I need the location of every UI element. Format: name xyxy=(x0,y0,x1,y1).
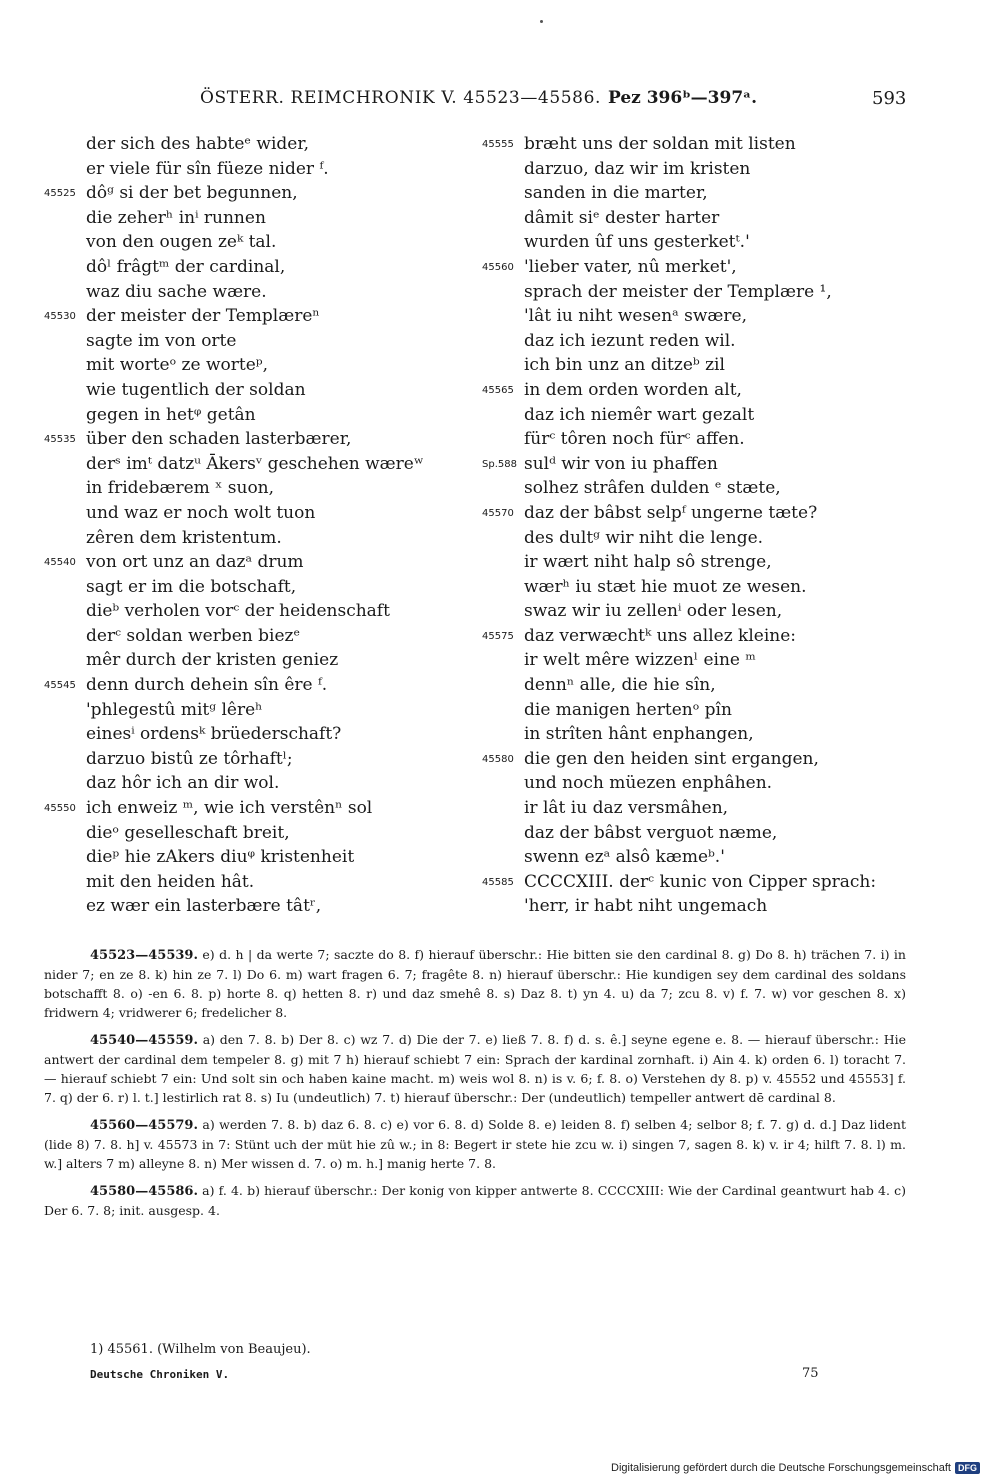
line-number: 45560 xyxy=(482,261,514,273)
signature-number: 75 xyxy=(802,1366,819,1381)
line-number: 45550 xyxy=(44,803,76,815)
verse-line xyxy=(44,157,484,182)
credit-text: Digitalisierung gefördert durch die Deutsche Forschungsgemeinschaft xyxy=(611,1462,951,1474)
verse-text: ir wært niht halp sô strenge, xyxy=(524,552,772,573)
verse-text: er viele für sîn füeze nider ᶠ. xyxy=(86,158,329,179)
verse-line xyxy=(482,353,922,378)
verse-line xyxy=(482,427,922,452)
verse-text: swaz wir iu zellenⁱ oder lesen, xyxy=(524,601,783,622)
verse-line xyxy=(482,722,922,747)
verse-line xyxy=(482,648,922,673)
apparatus-range: 45540—45559. xyxy=(90,1033,198,1048)
verse-line xyxy=(482,821,922,846)
verse-line xyxy=(482,403,922,428)
verse-text: mêr durch der kristen geniez xyxy=(86,650,339,671)
pez-reference: Pez 396ᵇ—397ᵃ. xyxy=(608,88,757,108)
verse-text: von den ougen zeᵏ tal. xyxy=(86,232,277,253)
verse-text: daz der bâbst verguot næme, xyxy=(524,822,778,843)
apparatus-text: a) den 7. 8. b) Der 8. c) wz 7. d) Die der 7. e) ließ 7. 8. f) d. s. ê.] seyne egene e. 8. — hierauf überschr.: Hie antwert der cardinal dem tempeler 8. g) mit 7 h) hierauf schiebt 7 ein: Sprach der kardinal zornhaft. i) Ain 4. k) orden 6. l) toracht 7. — hierauf schiebt 7 ein: Und solt sin och haben kaine macht. m) weis wol 8. n) is v. 6; f. 8. o) Verstehen dy 8. p) v. 45552 und 45553] f. 7. q) der 6. r) l. t.] lestirlich rat 8. s) Iu (undeutlich) 7. t) hierauf überschr.: Der (undeutlich) tempeller antwert dē cardinal 8. xyxy=(44,1032,906,1105)
verse-text: und noch müezen enphâhen. xyxy=(524,773,773,794)
verse-text: mit den heiden hât. xyxy=(86,871,255,892)
verse-text: wie tugentlich der soldan xyxy=(86,379,306,400)
verse-line xyxy=(44,550,484,575)
verse-text: daz hôr ich an dir wol. xyxy=(86,773,280,794)
line-number: 45525 xyxy=(44,188,76,200)
verse-line xyxy=(482,501,922,526)
verse-line xyxy=(44,304,484,329)
digitization-credit xyxy=(611,1462,980,1474)
variant-apparatus xyxy=(44,945,906,1228)
verse-line xyxy=(482,329,922,354)
verse-line xyxy=(44,648,484,673)
verse-text: dôˡ frâgtᵐ der cardinal, xyxy=(86,256,286,277)
verse-line xyxy=(44,181,484,206)
verse-text: swenn ezᵃ alsô kæmeᵇ.' xyxy=(524,847,725,868)
line-number: 45585 xyxy=(482,876,514,888)
verse-text: darzuo, daz wir im kristen xyxy=(524,158,751,179)
verse-line xyxy=(44,894,484,919)
apparatus-block xyxy=(44,945,906,1022)
verse-line xyxy=(44,452,484,477)
verse-line xyxy=(482,304,922,329)
verse-text: ich enweiz ᵐ, wie ich verstênⁿ sol xyxy=(86,798,373,819)
verse-text: die manigen hertenᵒ pîn xyxy=(524,699,732,720)
verse-text: dâmit siᵉ dester harter xyxy=(524,207,720,228)
line-number: 45580 xyxy=(482,753,514,765)
verse-text: des dultᵍ wir niht die lenge. xyxy=(524,527,764,548)
apparatus-block xyxy=(44,1181,906,1220)
running-header xyxy=(0,88,1000,112)
verse-line xyxy=(482,230,922,255)
verse-text: daz der bâbst selpᶠ ungerne tæte? xyxy=(524,502,818,523)
line-number: 45535 xyxy=(44,434,76,446)
verse-text: derᶜ soldan werben biezᵉ xyxy=(86,625,301,646)
verse-text: 'lieber vater, nû merket', xyxy=(524,256,737,277)
verse-line xyxy=(44,476,484,501)
verse-text: wurden ûf uns gesterketᵗ.' xyxy=(524,232,750,253)
verse-line xyxy=(482,206,922,231)
verse-text: dieᵒ geselleschaft breit, xyxy=(86,822,290,843)
line-number: 45555 xyxy=(482,139,514,150)
verse-text: in fridebærem ˣ suon, xyxy=(86,478,275,499)
verse-text: in strîten hânt enphangen, xyxy=(524,724,754,745)
verse-text: von ort unz an dazᵃ drum xyxy=(86,552,304,573)
verse-line xyxy=(482,771,922,796)
verse-line xyxy=(44,845,484,870)
verse-line xyxy=(482,624,922,649)
verse-text: CCCCXIII. derᶜ kunic von Cipper sprach: xyxy=(524,871,877,892)
verse-text: fürᶜ tôren noch fürᶜ affen. xyxy=(524,429,745,450)
apparatus-range: 45560—45579. xyxy=(90,1118,198,1133)
verse-line xyxy=(44,255,484,280)
verse-line xyxy=(44,771,484,796)
verse-line xyxy=(44,329,484,354)
verse-text: dôᵍ si der bet begunnen, xyxy=(86,183,298,204)
verse-line xyxy=(482,870,922,895)
verse-text: die zeherʰ inⁱ runnen xyxy=(86,207,266,228)
verse-line xyxy=(482,255,922,280)
verse-text: bræht uns der soldan mit listen xyxy=(524,134,796,154)
verse-text: denn durch dehein sîn êre ᶠ. xyxy=(86,675,328,696)
apparatus-block xyxy=(44,1115,906,1173)
verse-line xyxy=(44,501,484,526)
verse-text: sanden in die marter, xyxy=(524,183,708,204)
apparatus-text: e) d. h | da werte 7; saczte do 8. f) hierauf überschr.: Hie bitten sie den cardinal 8. g) Do 8. h) trächen 7. i) in nider 7; en ze 8. k) hin ze 7. l) Do 6. m) wart fragen 6. 7; fragête 8. n) hierauf überschr.: Hie kundigen sey dem cardinal des soldans botschafft 8. o) -en 6. 8. p) horte 8. q) hetten 8. r) und daz smehê 8. s) Daz 8. t) yn 4. u) da 7; zcu 8. v) f. 7. w) vor geschen 8. x) fridwern 4; vridwerer 6; fredelicher 8. xyxy=(44,947,906,1020)
verse-text: dieᵖ hie zAkers diuᵠ kristenheit xyxy=(86,847,355,868)
verse-line xyxy=(482,452,922,477)
verse-text: dennⁿ alle, die hie sîn, xyxy=(524,675,716,696)
apparatus-range: 45523—45539. xyxy=(90,948,198,963)
running-title: ÖSTERR. REIMCHRONIK V. 45523—45586. xyxy=(200,88,602,108)
line-number: 45545 xyxy=(44,680,76,692)
verse-text: einesⁱ ordensᵏ brüederschaft? xyxy=(86,724,342,745)
verse-text: sagt er im die botschaft, xyxy=(86,576,297,597)
line-number: 45565 xyxy=(482,384,514,396)
verse-line xyxy=(44,722,484,747)
verse-line xyxy=(482,280,922,305)
verse-line xyxy=(44,575,484,600)
verse-text: 'phlegestû mitᵍ lêreʰ xyxy=(86,699,263,720)
verse-line xyxy=(44,427,484,452)
verse-line xyxy=(482,845,922,870)
verse-line xyxy=(44,132,484,157)
line-number: Sp.588 xyxy=(482,458,517,470)
verse-text: dieᵇ verholen vorᶜ der heidenschaft xyxy=(86,601,390,622)
verse-text: in dem orden worden alt, xyxy=(524,379,742,400)
verse-text: 'herr, ir habt niht ungemach xyxy=(524,896,768,917)
verse-line xyxy=(44,747,484,772)
verse-text: daz verwæchtᵏ uns allez kleine: xyxy=(524,625,797,646)
verse-text: daz ich niemêr wart gezalt xyxy=(524,404,755,425)
verse-text: sprach der meister der Templære ¹, xyxy=(524,281,832,302)
verse-text: ir lât iu daz versmâhen, xyxy=(524,798,729,819)
verse-line xyxy=(482,132,922,157)
apparatus-text: a) werden 7. 8. b) daz 6. 8. c) e) vor 6. 8. d) Solde 8. e) leiden 8. f) selben 4; selbor 8; f. 7. g) d. d.] Daz lident (lide 8) 7. 8. h] v. 45573 in 7: Stünt uch der müt hie zû w.; in 8: Begert ir stete hie zcu w. i) singen 7, sagen 8. k) v. ir 4; hilft 7. 8. l) m. w.] alters 7 m) alleyne 8. n) Mer wissen d. 7. o) m. h.] manig herte 7. 8. xyxy=(44,1117,906,1171)
verse-text: 'lât iu niht wesenᵃ swære, xyxy=(524,306,747,327)
verse-line xyxy=(482,378,922,403)
verse-line xyxy=(44,796,484,821)
verse-line xyxy=(44,821,484,846)
apparatus-block xyxy=(44,1030,906,1107)
verse-line xyxy=(44,378,484,403)
verse-line xyxy=(482,698,922,723)
verse-line xyxy=(44,353,484,378)
verse-text: derˢ imᵗ datzᵘ Ākersᵛ geschehen wæreʷ xyxy=(86,453,424,474)
verse-line xyxy=(482,894,922,919)
verse-line xyxy=(482,476,922,501)
verse-line xyxy=(44,870,484,895)
verse-text: und waz er noch wolt tuon xyxy=(86,502,316,523)
verse-text: ez wær ein lasterbære tâtʳ, xyxy=(86,896,322,917)
apparatus-range: 45580—45586. xyxy=(90,1184,198,1199)
apparatus-text: a) f. 4. b) hierauf überschr.: Der konig von kipper antwerte 8. CCCCXIII: Wie der Cardinal geantwurt hab 4. c) Der 6. 7. 8; init. ausgesp. 4. xyxy=(44,1183,906,1218)
verse-line xyxy=(44,599,484,624)
verse-text: solhez strâfen dulden ᵉ stæte, xyxy=(524,478,781,499)
dfg-logo: DFG xyxy=(955,1462,980,1474)
verse-line xyxy=(44,624,484,649)
verse-text: der meister der Templæreⁿ xyxy=(86,306,320,327)
scan-speck xyxy=(540,20,543,23)
verse-line xyxy=(44,526,484,551)
footnote: 1) 45561. (Wilhelm von Beaujeu). xyxy=(90,1342,311,1357)
verse-line xyxy=(44,230,484,255)
verse-line xyxy=(482,526,922,551)
verse-line xyxy=(482,599,922,624)
verse-line xyxy=(482,673,922,698)
verse-text: ich bin unz an ditzeᵇ zil xyxy=(524,355,725,376)
verse-line xyxy=(44,698,484,723)
verse-text: waz diu sache wære. xyxy=(86,281,267,302)
verse-text: der sich des habteᵉ wider, xyxy=(86,134,310,154)
verse-column-left xyxy=(44,132,484,919)
verse-text: sulᵈ wir von iu phaffen xyxy=(524,453,718,474)
verse-line xyxy=(482,747,922,772)
verse-line xyxy=(482,796,922,821)
line-number: 45575 xyxy=(482,630,514,642)
verse-text: die gen den heiden sint ergangen, xyxy=(524,748,819,769)
verse-text: daz ich iezunt reden wil. xyxy=(524,330,736,351)
verse-text: darzuo bistû ze tôrhaftˡ; xyxy=(86,748,293,769)
signature-line: Deutsche Chroniken V. xyxy=(90,1368,230,1381)
verse-text: sagte im von orte xyxy=(86,330,237,351)
verse-line xyxy=(44,280,484,305)
verse-text: ir welt mêre wizzenˡ eine ᵐ xyxy=(524,650,756,671)
verse-line xyxy=(482,550,922,575)
verse-text: zêren dem kristentum. xyxy=(86,527,282,548)
verse-text: über den schaden lasterbærer, xyxy=(86,429,352,450)
verse-text: mit worteᵒ ze worteᵖ, xyxy=(86,355,268,376)
verse-line xyxy=(44,673,484,698)
verse-line xyxy=(44,206,484,231)
verse-line xyxy=(44,403,484,428)
verse-line xyxy=(482,575,922,600)
verse-line xyxy=(482,157,922,182)
line-number: 45530 xyxy=(44,311,76,323)
verse-text: gegen in hetᵠ getân xyxy=(86,404,256,425)
verse-line xyxy=(482,181,922,206)
verse-text: wærʰ iu stæt hie muot ze wesen. xyxy=(524,576,807,597)
verse-column-right xyxy=(482,132,922,919)
line-number: 45570 xyxy=(482,507,514,519)
line-number: 45540 xyxy=(44,557,76,569)
page-number: 593 xyxy=(872,88,907,109)
